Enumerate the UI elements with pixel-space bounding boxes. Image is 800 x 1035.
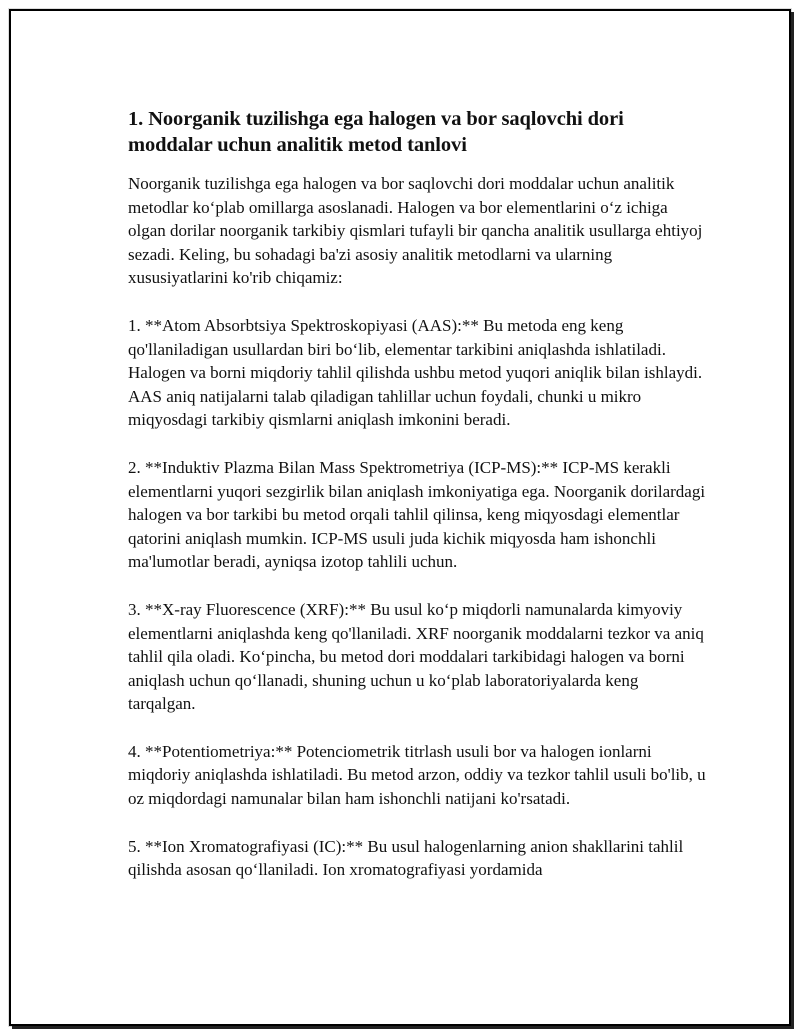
method-potentiometry-paragraph: 4. **Potentiometriya:** Potenciometrik titrlash usuli bor va halogen ionlarni miqdoriy aniqlashda ishlatiladi. Bu metod arzon, oddiy va tezkor tahlil usuli bo'lib, u oz miqdordagi namunalar bilan ham ishonchli natijani ko'rsatadi.: [128, 741, 706, 809]
method-aas-paragraph: 1. **Atom Absorbtsiya Spektroskopiyasi (AAS):** Bu metoda eng keng qo'llaniladigan usullardan biri bo‘lib, elementar tarkibini aniqlashda ishlatiladi. Halogen va borni miqdoriy tahlil qilishda ushbu metod yuqori aniqlik bilan ishlaydi. AAS aniq natijalarni talab qiladigan tahlillar uchun foydali, chunki u mikro miqyosdagi tarkibiy qismlarni aniqlash imkonini beradi.: [128, 315, 703, 430]
method-icp-ms-paragraph: 2. **Induktiv Plazma Bilan Mass Spektrometriya (ICP-MS):** ICP-MS kerakli elementlarni yuqori sezgirlik bilan aniqlash imkoniyatiga ega. Noorganik dorilardagi halogen va bor tarkibi bu metod orqali tahlil qilinsa, keng miqyosdagi elementlar qatorini aniqlash mumkin. ICP-MS usuli juda kichik miqyosda ham ishonchli ma'lumotlar beradi, ayniqsa izotop tahlili uchun.: [128, 457, 706, 572]
document-body: [128, 106, 708, 906]
section-heading: 1. Noorganik tuzilishga ega halogen va bor saqlovchi dori moddalar uchun analitik metod tanlovi: [128, 108, 624, 156]
intro-paragraph: Noorganik tuzilishga ega halogen va bor saqlovchi dori moddalar uchun analitik metodlar ko‘plab omillarga asoslanadi. Halogen va bor elementlarini o‘z ichiga olgan dorilar noorganik tarkibiy qismlari tufayli bir qancha analitik usullarga ehtiyoj sezadi. Keling, bu sohadagi ba'zi asosiy analitik metodlarni va ularning xususiyatlarini ko'rib chiqamiz:: [128, 174, 703, 288]
document-page: [9, 9, 791, 1026]
method-ion-chromatography-paragraph: 5. **Ion Xromatografiyasi (IC):** Bu usul halogenlarning anion shakllarini tahlil qilishda asosan qo‘llaniladi. Ion xromatografiyasi yordamida: [128, 836, 684, 880]
method-xrf-paragraph: 3. **X-ray Fluorescence (XRF):** Bu usul ko‘p miqdorli namunalarda kimyoviy elementlarni aniqlashda keng qo'llaniladi. XRF noorganik moddalarni tezkor va aniq tahlil qila oladi. Ko‘pincha, bu metod dori moddalari tarkibidagi halogen va borni aniqlash uchun qo‘llanadi, shuning uchun u ko‘plab laboratoriyalarda keng tarqalgan.: [128, 599, 704, 714]
